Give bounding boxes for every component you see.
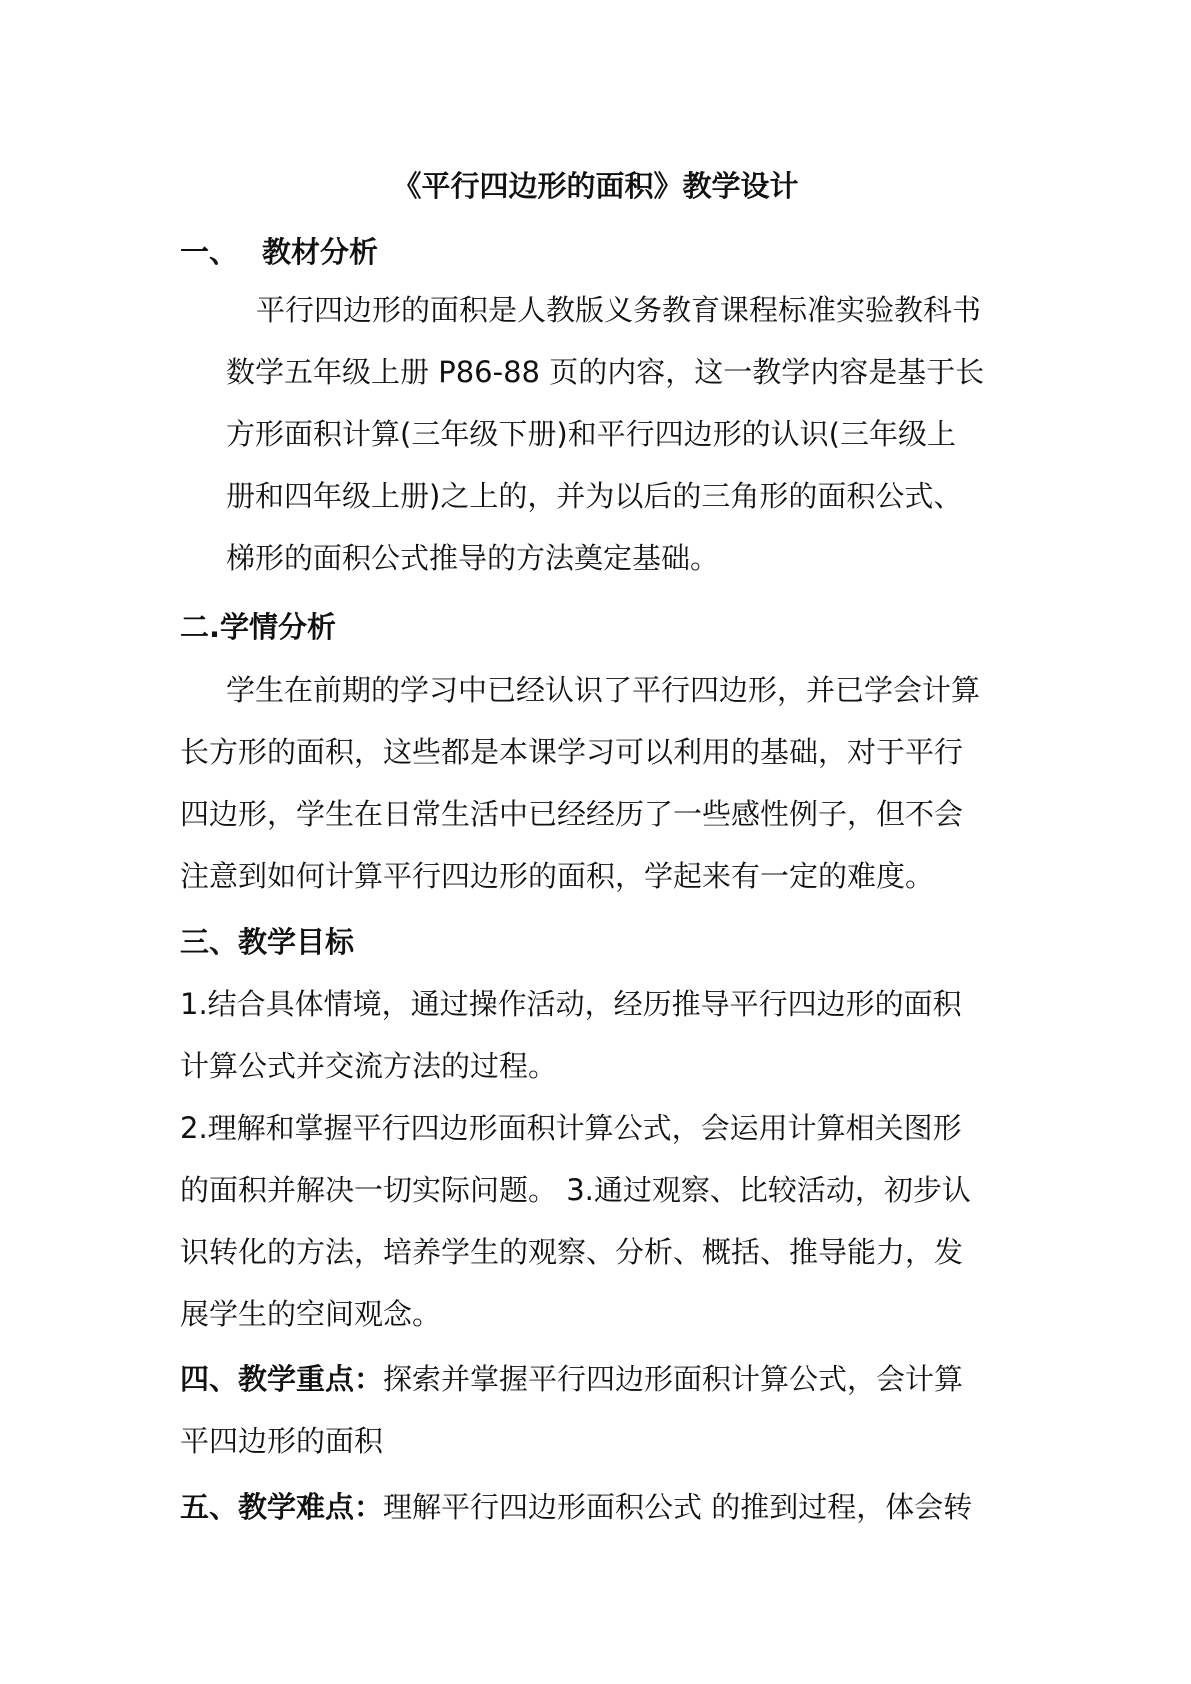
document-title: 《平行四边形的面积》教学设计 [392, 169, 799, 203]
section-1-line-2: 数学五年级上册 P86-88 页的内容，这一教学内容是基于长 [226, 355, 985, 389]
section-1-heading: 教材分析 [262, 235, 379, 269]
section-1-line-4: 册和四年级上册)之上的，并为以后的三角形的面积公式、 [226, 479, 963, 513]
section-4-heading: 四、教学重点： [180, 1362, 384, 1396]
section-3-line-3: 2.理解和掌握平行四边形面积计算公式，会运用计算相关图形 [180, 1111, 962, 1145]
section-4-line-1 [180, 1359, 963, 1399]
section-2-line-2: 长方形的面积，这些都是本课学习可以利用的基础，对于平行 [180, 735, 964, 769]
section-4-line-2: 平四边形的面积 [180, 1424, 384, 1458]
section-5-text: 理解平行四边形面积公式 的推到过程，体会转 [383, 1490, 973, 1524]
section-3-line-1: 1.结合具体情境，通过操作活动，经历推导平行四边形的面积 [180, 987, 962, 1021]
section-3-line-6: 展学生的空间观念。 [180, 1297, 442, 1331]
section-1-number: 一、 [180, 235, 239, 269]
section-3-heading: 三、教学目标 [180, 925, 355, 959]
section-2-line-4: 注意到如何计算平行四边形的面积，学起来有一定的难度。 [180, 859, 935, 893]
section-3-line-2: 计算公式并交流方法的过程。 [180, 1049, 558, 1083]
section-1-line-5: 梯形的面积公式推导的方法奠定基础。 [226, 541, 720, 575]
section-1-line-1: 平行四边形的面积是人教版义务教育课程标准实验教科书 [256, 293, 982, 327]
section-2-line-3: 四边形，学生在日常生活中已经经历了一些感性例子，但不会 [180, 797, 964, 831]
section-5-line-1 [180, 1487, 972, 1527]
section-3-line-4: 的面积并解决一切实际问题。 3.通过观察、比较活动，初步认 [180, 1173, 971, 1207]
section-2-line-1: 学生在前期的学习中已经认识了平行四边形，并已学会计算 [226, 673, 981, 707]
section-2-heading: 二.学情分析 [180, 610, 337, 644]
section-4-text: 探索并掌握平行四边形面积计算公式，会计算 [383, 1362, 964, 1396]
section-1-line-3: 方形面积计算(三年级下册)和平行四边形的认识(三年级上 [226, 417, 956, 451]
section-5-heading: 五、教学难点： [180, 1490, 384, 1524]
section-3-line-5: 识转化的方法，培养学生的观察、分析、概括、推导能力，发 [180, 1235, 964, 1269]
